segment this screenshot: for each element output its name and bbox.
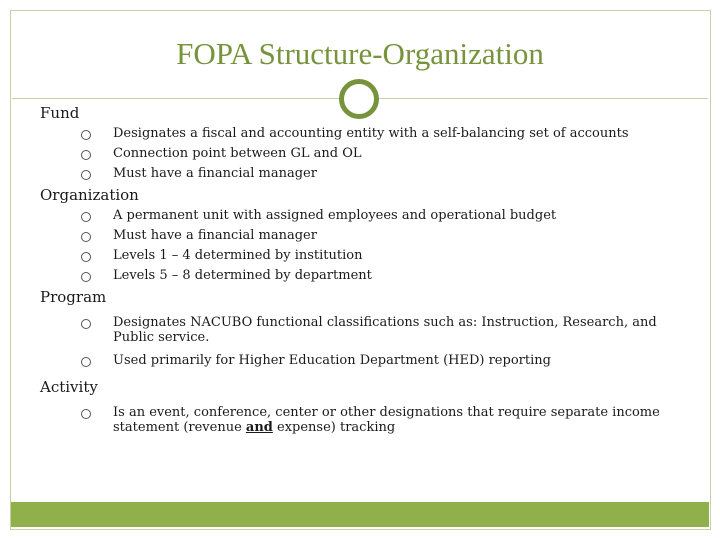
- bullet-icon: [81, 319, 91, 329]
- bullet-icon: [81, 409, 91, 419]
- list-item: Designates NACUBO functional classifications such as: Instruction, Research, and Public service.: [113, 315, 657, 345]
- bullet-icon: [81, 150, 91, 160]
- list-item: Connection point between GL and OL: [113, 146, 362, 161]
- section-heading-program: Program: [40, 288, 107, 306]
- list-item: Must have a financial manager: [113, 166, 317, 181]
- list-item: [113, 405, 663, 435]
- list-item: Designates a fiscal and accounting entity with a self-balancing set of accounts: [113, 126, 629, 141]
- list-item: A permanent unit with assigned employees and operational budget: [113, 208, 557, 223]
- item-text: Is an event, conference, center or other designations that require separate income statement (revenue: [113, 405, 660, 435]
- list-item: Levels 1 – 4 determined by institution: [113, 248, 363, 263]
- bullet-icon: [81, 212, 91, 222]
- list-item: Used primarily for Higher Education Department (HED) reporting: [113, 353, 551, 368]
- bullet-icon: [81, 272, 91, 282]
- bullet-icon: [81, 130, 91, 140]
- item-text: expense) tracking: [272, 420, 396, 435]
- emphasis-and: and: [245, 420, 273, 435]
- circle-ornament-icon: [339, 79, 379, 119]
- page-title: FOPA Structure-Organization: [176, 36, 544, 71]
- section-heading-activity: Activity: [40, 378, 98, 396]
- list-item: Must have a financial manager: [113, 228, 317, 243]
- bullet-icon: [81, 170, 91, 180]
- section-heading-fund: Fund: [40, 104, 80, 122]
- footer-bar: [11, 502, 709, 527]
- bullet-icon: [81, 357, 91, 367]
- section-heading-organization: Organization: [40, 186, 139, 204]
- bullet-icon: [81, 252, 91, 262]
- bullet-icon: [81, 232, 91, 242]
- list-item: Levels 5 – 8 determined by department: [113, 268, 372, 283]
